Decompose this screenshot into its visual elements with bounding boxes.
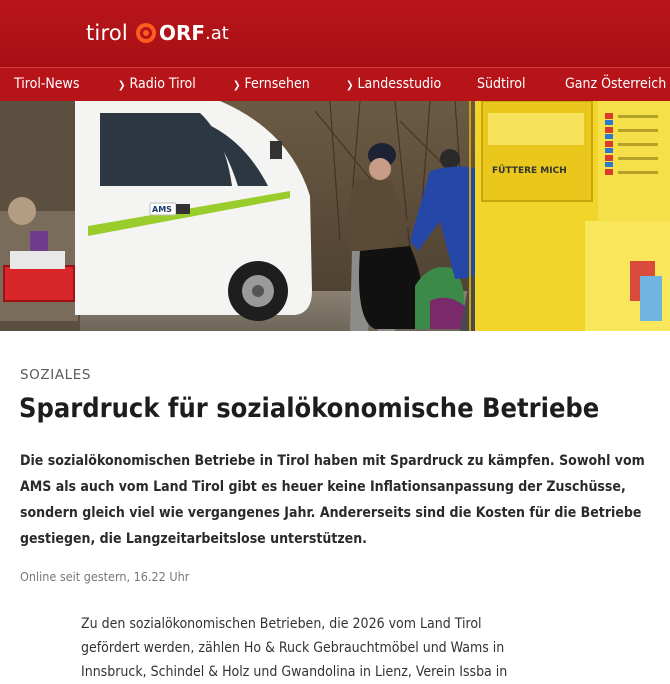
article-body-line: gefördert werden, zählen Ho & Ruck Gebrauchtmöbel und Wams in <box>81 640 505 656</box>
nav-item-label: Radio Tirol <box>129 76 196 92</box>
nav-item-ganz-oesterreich[interactable] <box>565 68 666 101</box>
main-navigation <box>0 67 670 101</box>
article-lead: Die sozialökonomischen Betriebe in Tirol haben mit Spardruck zu kämpfen. Sowohl vom AMS als auch vom Land Tirol gibt es heuer keine Inflationsanpassung der Zuschüsse, sondern gleich viel wie vergangenes Jahr. Andererseits sind die Kosten für die Betriebe gestiegen, die Langzeitarbeitslose unterstützen. <box>20 453 645 547</box>
nav-item-label: Landesstudio <box>357 76 442 92</box>
logo-orf-text: ORF <box>158 21 206 45</box>
article-body-line: Zu den sozialökonomischen Betrieben, die 2026 vom Land Tirol <box>81 616 482 632</box>
nav-item-fernsehen[interactable] <box>233 68 310 101</box>
nav-item-suedtirol[interactable] <box>477 68 526 101</box>
logo-suffix-text: .at <box>205 22 229 44</box>
article-category[interactable]: SOZIALES <box>20 367 92 383</box>
site-header <box>0 0 670 67</box>
article-timestamp: Online seit gestern, 16.22 Uhr <box>20 569 190 584</box>
nav-item-label: Fernsehen <box>244 76 310 92</box>
nav-item-radio-tirol[interactable] <box>118 68 196 101</box>
nav-item-label: Ganz Österreich <box>565 76 667 92</box>
nav-item-label: Tirol-News <box>14 76 80 92</box>
van-ams-logo: AMS <box>152 205 172 214</box>
chevron-down-icon: ❯ <box>233 80 241 91</box>
nav-item-tirol-news[interactable] <box>14 68 79 101</box>
article-headline: Spardruck für sozialökonomische Betriebe <box>19 393 600 424</box>
orf-eye-icon <box>135 22 157 44</box>
chevron-down-icon: ❯ <box>118 80 126 91</box>
hero-image <box>0 101 670 331</box>
nav-item-landesstudio[interactable] <box>346 68 441 101</box>
chevron-down-icon: ❯ <box>346 80 354 91</box>
logo-tirol-text: tirol <box>86 21 128 45</box>
site-logo[interactable] <box>86 18 229 48</box>
article-body-line: Innsbruck, Schindel & Holz und Gwandolina in Lienz, Verein Issba in <box>81 664 508 680</box>
article-body <box>81 612 581 684</box>
container-label: FÜTTERE MICH <box>492 166 567 176</box>
hero-photo-illustration <box>0 101 670 331</box>
nav-item-label: Südtirol <box>477 76 526 92</box>
